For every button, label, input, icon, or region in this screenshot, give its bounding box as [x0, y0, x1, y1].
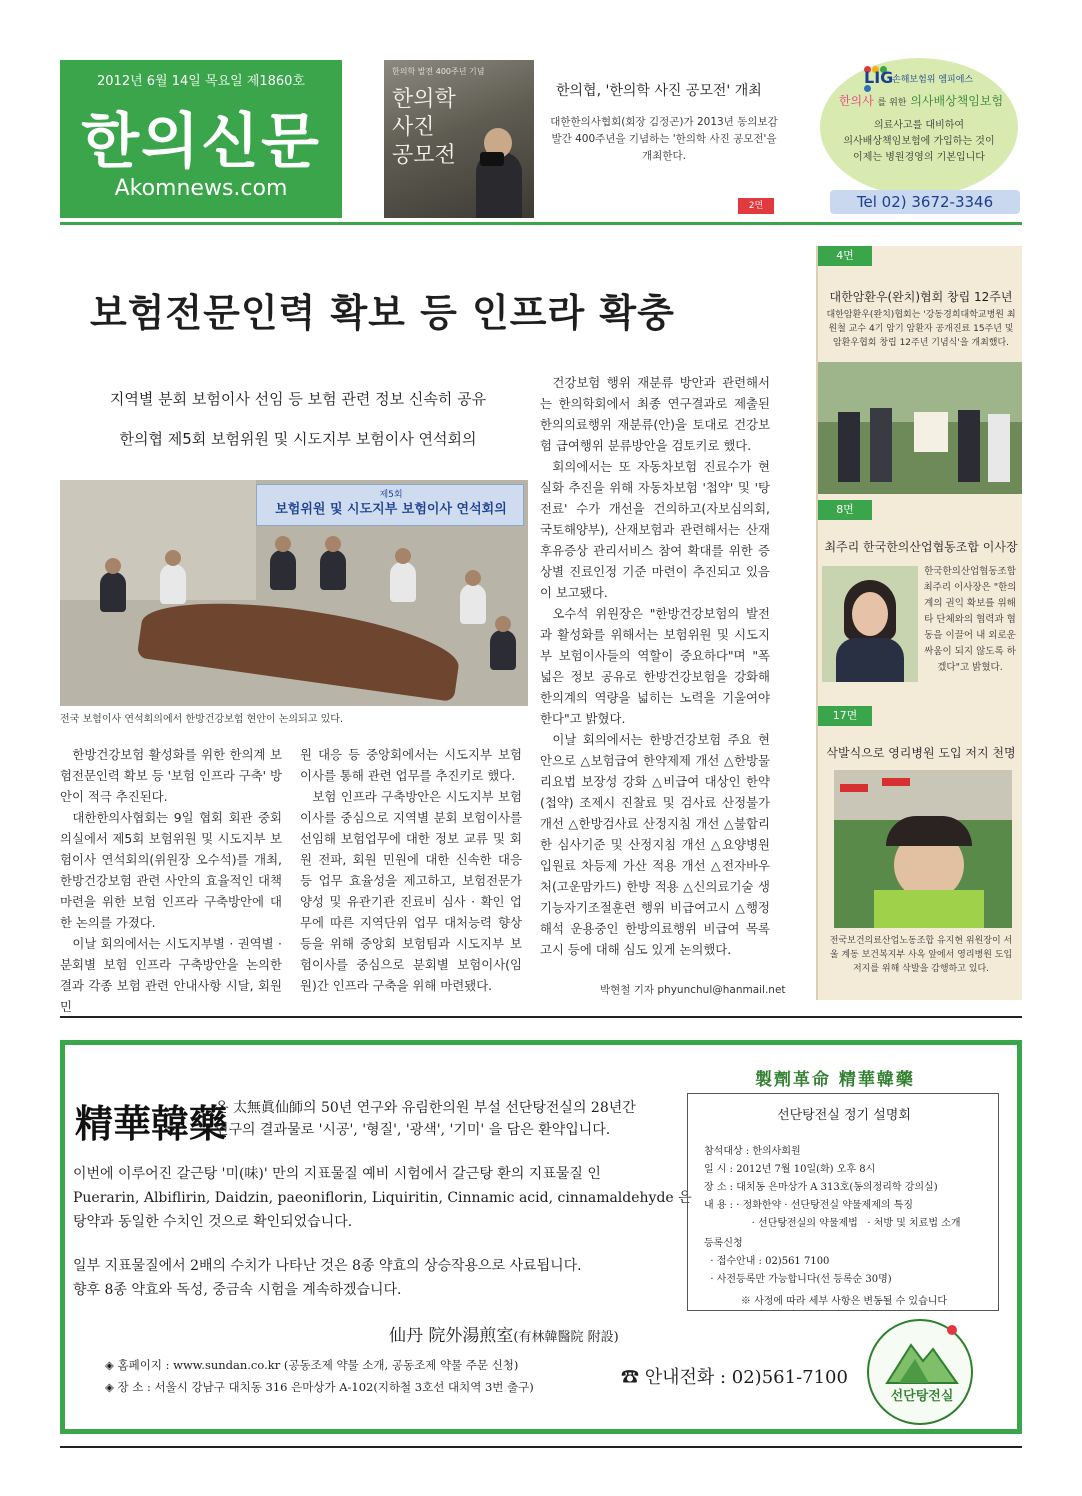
ad-tagline-a: 한의사 — [838, 94, 874, 108]
promo-text: 대한한의사협회(회장 김정곤)가 2013년 동의보감 발간 400주년을 기념하는 '한의학 사진 공모전'을 개최한다. — [550, 116, 778, 162]
promo-photo — [384, 60, 534, 218]
sidebar-title-2[interactable]: 최주리 한국한의산업협동조합 이사장 — [824, 540, 1018, 554]
sidebar-text-1: 대한암환우(완치)협회는 '강동경희대학교병원 최원철 교수 4기 암기 암환자 공개진료 15주년 및 암환우협회 창립 12주년 기념식'을 개최했다. — [826, 310, 1016, 348]
paragraph: 이날 회의에서는 시도지부별 · 권역별 · 분회별 보험 인프라 구축방안을 논의한 결과 각종 보험 관련 안내사항 시달, 회원 민 — [60, 936, 282, 1014]
meeting-banner — [256, 484, 524, 526]
insurance-ad[interactable] — [812, 58, 1026, 214]
sidebar-page-tag-2[interactable]: 8면 — [818, 500, 872, 520]
paragraph: 한방건강보험 활성화를 위한 한의계 보험전문인력 확보 등 '보험 인프라 구축' 방안이 적극 추진된다. — [60, 747, 282, 804]
portrait-body — [836, 638, 904, 682]
lig-logo-dots-icon — [864, 58, 894, 68]
attendee-head — [165, 550, 181, 566]
ad-body-line-4: 일부 지표물질에서 2배의 수치가 나타난 것은 8종 약효의 상승작용으로 사료됩니다. — [73, 1258, 582, 1274]
sidebar-page-tag-1[interactable]: 4면 — [818, 246, 872, 266]
conference-table — [137, 588, 464, 702]
logo-name: 선단탕전실 — [890, 1389, 954, 1404]
subheadline-1: 지역별 분회 보험이사 선임 등 보험 관련 정보 신속히 공유 — [109, 390, 487, 408]
news-sidebar — [816, 246, 1022, 1000]
site-url[interactable]: Akomnews.com — [114, 176, 288, 201]
mountain-icon — [869, 1321, 973, 1425]
lig-logo: LIG — [864, 68, 894, 87]
hair — [886, 816, 972, 846]
sidebar-title-3[interactable]: 삭발식으로 영리병원 도입 저지 천명 — [826, 746, 1016, 760]
guest — [870, 408, 892, 482]
guest — [838, 412, 860, 482]
attendee-head — [275, 536, 291, 552]
ad-line-3: 이제는 병원경영의 기본입니다 — [853, 152, 985, 163]
ad-tagline — [836, 92, 1006, 109]
ad-company-sub: (有林韓醫院 附設) — [513, 1330, 619, 1345]
photo-caption: 전국 보험이사 연석회의에서 한방건강보험 현안이 논의되고 있다. — [60, 714, 344, 725]
attendee — [390, 562, 416, 602]
seminar-line: · 접수안내 : 02)561 7100 — [704, 1256, 830, 1267]
photo-background — [834, 770, 1012, 820]
seminar-line: 등록신청 — [704, 1238, 743, 1249]
ad-slogan: 製劑革命 精華韓藥 — [755, 1070, 915, 1090]
attendee — [100, 572, 126, 612]
sidebar-page-tag-3[interactable]: 17면 — [818, 706, 872, 726]
ad-intro-line-2: 연구의 결과물로 '시공', '형질', '광색', '기미' 을 담은 환약입니다. — [215, 1122, 611, 1138]
paragraph: 보험 인프라 구축방안은 시도지부 보험이사를 중심으로 지역별 분회 보험이사를 선임해 보험업무에 대한 정보 교류 및 회원 전파, 회원 민원에 대한 신속한 대응 등 업무 효율성을 제고하고, 보험전문가 양성 및 유관기관 진료비 심사 · 확인 업무에 따른 지역단위 업무 대처능력 향상 등을 위해 중앙회 보험팀과 시도지부 보험이사를 중심으로 분회별 보험이사(임원)간 인프라 구축을 위해 마련됐다. — [300, 789, 522, 993]
promo-photo-word-2: 사진 — [392, 115, 435, 140]
portrait-face — [852, 592, 888, 636]
page-headline: 보험전문인력 확보 등 인프라 확충 — [90, 290, 675, 335]
paragraph: 회의에서는 또 자동차보험 진료수가 현실화 추진을 위해 자동차보험 '첩약' 및 '탕전료' 수가 개선을 건의하고(자보심의회, 국토해양부), 산재보험과 관련해서는 산재 후유증상 관리서비스 참여 확대를 위한 증상별 진료인정 기준 마련이 추진되고 있음이 보고됐다. — [540, 459, 770, 600]
ad-address: ◈ 장 소 : 서울시 강남구 대치동 316 은마상가 A-102(지하철 3호선 대치역 3번 출구) — [105, 1380, 534, 1394]
masthead — [60, 60, 342, 218]
attendee-head — [395, 548, 411, 564]
attendee — [270, 550, 296, 590]
sidebar-text-2: 한국한의산업협동조합 최주리 이사장은 "한의계의 권익 확보를 위해 타 단체와의 협력과 협동을 이끌어 내 외로운 싸움이 되지 않도록 하겠다"고 밝혔다. — [923, 566, 1017, 673]
article-column-1 — [60, 744, 282, 1017]
sidebar-photo-3 — [834, 770, 1012, 928]
header-divider — [60, 222, 1022, 225]
article-column-3 — [540, 372, 770, 960]
guest — [988, 414, 1010, 482]
article-column-2 — [300, 744, 522, 996]
sidebar-title-1[interactable]: 대한암환우(완치)협회 창립 12주년 — [829, 290, 1013, 304]
paragraph: 건강보험 행위 재분류 방안과 관련해서는 한의학회에서 최종 연구결과로 제출된 한의의료행위 재분류(안)을 토대로 건강보험 급여행위 분류방안을 검토키로 했다. — [540, 375, 770, 453]
guest — [958, 410, 980, 482]
ad-brand: 精華韓藥 — [75, 1101, 228, 1146]
camera-icon — [480, 152, 504, 166]
byline[interactable]: 박현철 기자 phyunchul@hanmail.net — [600, 984, 786, 996]
ad-line-1: 의료사고를 대비하여 — [873, 120, 965, 131]
promo-photo-word-3: 공모전 — [392, 143, 456, 168]
ad-body-line-5: 향후 8종 약효와 독성, 중금속 시험을 계속하겠습니다. — [73, 1282, 402, 1298]
attendee — [490, 630, 516, 670]
paragraph: 대한한의사협회는 9일 협회 회관 중회의실에서 제5회 보험위원 및 시도지부 보험이사 연석회의(위원장 오수석)를 개최, 한방건강보험 관련 사안의 효율적인 대책 마련을 위한 보험 인프라 구축방안에 대한 논의를 가졌다. — [60, 810, 282, 930]
ad-tagline-b: 를 위한 — [877, 98, 907, 108]
seminar-line: · 사전등록만 가능합니다(선 등록순 30명) — [704, 1274, 892, 1285]
paragraph: 이날 회의에서는 한방건강보험 주요 현안으로 △보험급여 한약제제 개선 △한방물리요법 보장성 강화 △비급여 대상인 한약(첩약) 조제시 진찰료 및 검사료 산정불가 개선 △한방검사료 산정지침 개선 △불합리한 심사기준 및 산정지침 개선 △요양병원 입원료 차등제 가산 적용 개선 △전자바우처(고운맘카드) 한방 적용 △신의료기술 생기능자기조절훈련 행위 비급여고시 △행정해석 운용중인 한방의료행위 비급여 목록고시 등에 대해 심도 있게 논의했다. — [540, 732, 770, 957]
sidebar-text-3: 전국보건의료산업노동조합 유지현 위원장이 서울 계동 보건복지부 사옥 앞에서 영리병원 도입 저지를 위해 삭발을 감행하고 있다. — [829, 936, 1013, 974]
promo-page-tag[interactable]: 2면 — [738, 198, 774, 214]
ad-body-line-3: 탕약과 동일한 수치인 것으로 확인되었습니다. — [73, 1214, 353, 1230]
attendee — [160, 564, 186, 604]
banner-small-text: 제5회 — [379, 490, 403, 500]
photo-wall — [60, 480, 256, 600]
attendee-head — [465, 570, 481, 586]
paragraph: 오수석 위원장은 "한방건강보험의 발전과 활성화를 위해서는 보험위원 및 시도지부 보험이사들의 역할이 중요하다"며 "폭넓은 정보 공유로 한방건강보험을 강화해 한의계의 역량을 넓히는 노력을 기울여야 한다"고 밝혔다. — [540, 606, 770, 726]
section-divider — [60, 1016, 1022, 1018]
ad-homepage[interactable]: ◈ 홈페이지 : www.sundan.co.kr (공동조제 약물 소개, 공동조제 약물 주문 신청) — [105, 1358, 519, 1372]
seminar-note: ※ 사정에 따라 세부 사항은 변동될 수 있습니다 — [740, 1296, 948, 1307]
ad-company-name — [389, 1321, 619, 1346]
ad-tagline-c: 의사배상책임보험 — [910, 94, 1004, 108]
attendee-head — [495, 616, 511, 632]
sidebar-photo-2 — [822, 566, 918, 682]
headband — [882, 778, 910, 786]
subheadline-2: 한의협 제5회 보험위원 및 시도지부 보험이사 연석회의 — [119, 430, 477, 448]
promo-photo-word-1: 한의학 — [392, 87, 456, 112]
sidebar-photo-1 — [818, 362, 1022, 494]
paragraph: 원 대응 등 중앙회에서는 시도지부 보험이사를 통해 관련 업무를 추진키로 했다. — [300, 747, 522, 783]
sundan-logo-icon — [867, 1319, 973, 1425]
newspaper-title: 한의신문 — [81, 107, 321, 177]
banner-main-text: 보험위원 및 시도지부 보험이사 연석회의 — [275, 502, 507, 517]
attendee-head — [105, 558, 121, 574]
seminar-line: · 선단탕전실의 약물제법 · 처방 및 치료법 소개 — [704, 1218, 961, 1229]
lig-logo-sub: 손해보험위 엠피에스 — [892, 75, 974, 85]
promo-photo-caption: 한의학 발전 400주년 기념 — [392, 67, 485, 76]
ad-body-line-2: Puerarin, Albiflirin, Daidzin, paeoniflorin, Liquiritin, Cinnamic acid, cinnamaldehyde 은 — [73, 1190, 692, 1206]
cake — [914, 412, 948, 452]
seminar-line: 장 소 : 대치동 은마상가 A 313호(동의정리학 강의실) — [704, 1182, 938, 1193]
promo-headline[interactable]: 한의협, '한의학 사진 공모전' 개최 — [556, 83, 762, 99]
attendee — [320, 550, 346, 590]
seminar-line: 일 시 : 2012년 7월 10일(화) 오후 8시 — [704, 1164, 876, 1175]
issue-date: 2012년 6월 14일 목요일 제1860호 — [97, 74, 305, 89]
attendee-head — [325, 536, 341, 552]
ad-company-main: 仙丹 院外湯煎室 — [389, 1326, 514, 1346]
ad-body-line-1: 이번에 이루어진 갈근탕 '미(味)' 만의 지표물질 예비 시험에서 갈근탕 환의 지표물질 인 — [73, 1166, 601, 1182]
attendee — [460, 584, 486, 624]
meeting-photo — [60, 480, 528, 706]
bottom-divider — [60, 1446, 1022, 1448]
vest — [874, 890, 984, 928]
ad-intro-line-1: 은 太無眞仙師의 50년 연구와 유림한의원 부설 선단탕전실의 28년간 — [215, 1100, 636, 1116]
logo-sun-icon — [947, 1325, 957, 1335]
ad-line-2: 의사배상책임보험에 가입하는 것이 — [843, 136, 995, 147]
headband — [840, 784, 868, 792]
herbal-medicine-ad — [60, 1040, 1022, 1434]
ad-phone[interactable]: Tel 02) 3672-3346 — [830, 190, 1020, 214]
seminar-box — [687, 1093, 999, 1311]
seminar-line: 참석대상 : 한의사회원 — [704, 1146, 801, 1157]
seminar-line: 내 용 : · 정화한약 · 선단탕전실 약물제제의 특징 — [704, 1200, 914, 1211]
seminar-title: 선단탕전실 정기 설명회 — [777, 1108, 911, 1123]
ad-phone-number[interactable]: ☎ 안내전화 : 02)561-7100 — [621, 1367, 848, 1388]
